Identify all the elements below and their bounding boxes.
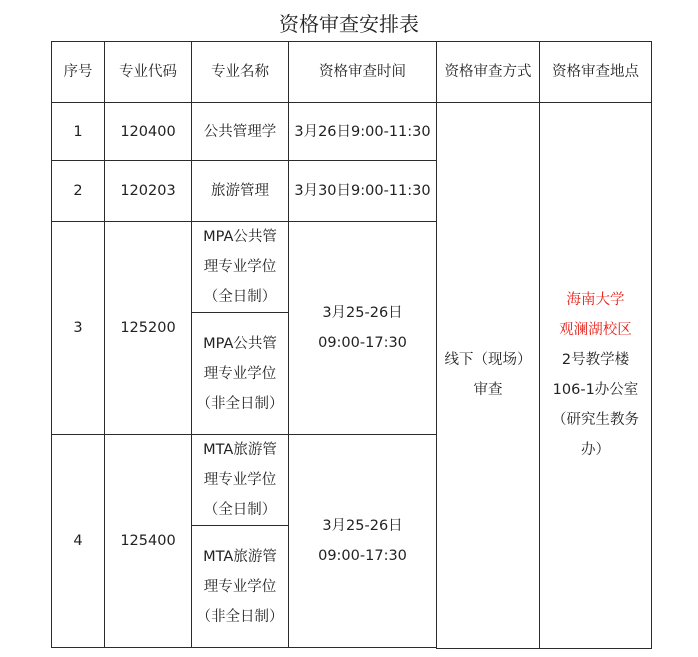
location-campus-line2: 观澜湖校区 bbox=[559, 322, 632, 339]
row-code: 125200 bbox=[105, 222, 192, 435]
row-code: 120203 bbox=[105, 161, 192, 222]
row-time: 3月30日9:00-11:30 bbox=[289, 161, 437, 222]
row-time-range: 09:00-17:30 bbox=[318, 335, 407, 351]
row-time-date: 3月25-26日 bbox=[322, 518, 403, 534]
row-code: 125400 bbox=[105, 435, 192, 648]
row-time-range: 09:00-17:30 bbox=[318, 548, 407, 564]
row-name: 公共管理学 bbox=[192, 103, 289, 161]
location-building: 2号教学楼 bbox=[561, 352, 630, 369]
header-code: 专业代码 bbox=[105, 42, 192, 103]
row-time bbox=[289, 222, 437, 435]
header-location: 资格审查地点 bbox=[540, 42, 652, 103]
method-cell bbox=[437, 103, 540, 649]
row-time bbox=[289, 435, 437, 648]
row-name-fulltime: MPA公共管理专业学位（全日制） bbox=[192, 222, 289, 313]
page-title: 资格审查安排表 bbox=[279, 12, 419, 36]
location-office: （研究生教务办） bbox=[552, 412, 639, 459]
header-seq: 序号 bbox=[52, 42, 105, 103]
row-seq: 2 bbox=[52, 161, 105, 222]
table-row bbox=[52, 103, 652, 161]
location-room: 106-1办公室 bbox=[552, 382, 639, 399]
row-seq: 1 bbox=[52, 103, 105, 161]
row-name-parttime: MTA旅游管理专业学位（非全日制） bbox=[192, 526, 289, 648]
row-name: 旅游管理 bbox=[192, 161, 289, 222]
review-schedule-table bbox=[51, 41, 652, 649]
row-name-parttime: MPA公共管理专业学位（非全日制） bbox=[192, 313, 289, 435]
location-campus-line1: 海南大学 bbox=[566, 292, 625, 309]
location-cell bbox=[540, 103, 652, 649]
row-seq: 3 bbox=[52, 222, 105, 435]
row-code: 120400 bbox=[105, 103, 192, 161]
row-seq: 4 bbox=[52, 435, 105, 648]
table-header-row bbox=[52, 42, 652, 103]
row-time: 3月26日9:00-11:30 bbox=[289, 103, 437, 161]
row-name-fulltime: MTA旅游管理专业学位（全日制） bbox=[192, 435, 289, 526]
row-time-date: 3月25-26日 bbox=[322, 305, 403, 321]
header-name: 专业名称 bbox=[192, 42, 289, 103]
method-text: 线下（现场）审查 bbox=[444, 352, 532, 399]
header-time: 资格审查时间 bbox=[289, 42, 437, 103]
header-method: 资格审查方式 bbox=[437, 42, 540, 103]
